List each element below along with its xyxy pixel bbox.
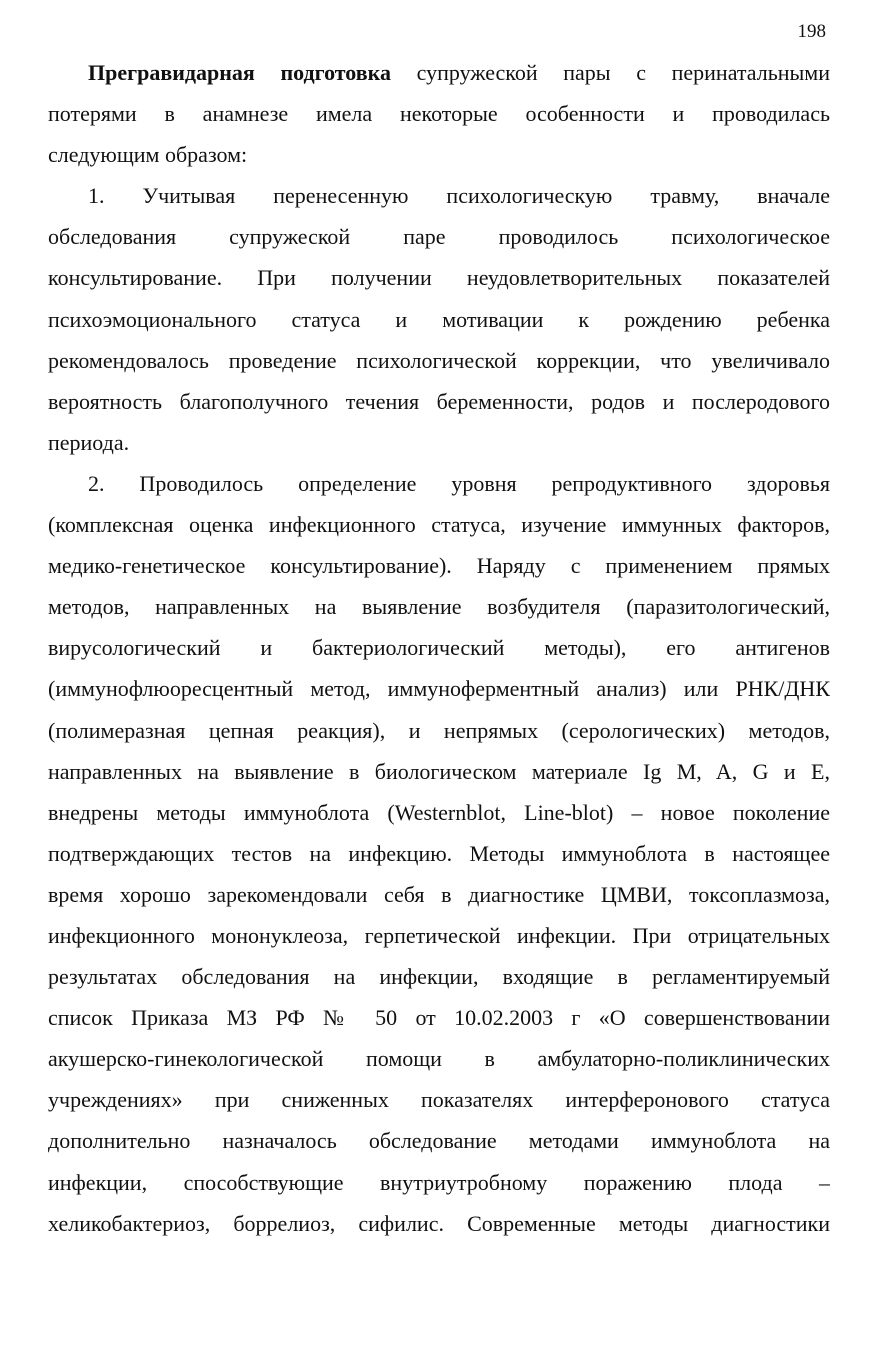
text-line: вероятность благополучного течения беременности, родов и послеродового — [48, 388, 830, 414]
text-line: внедрены методы иммуноблота (Westernblot, Line-blot) – новое поколение — [48, 799, 830, 825]
paragraph-heading-line — [48, 52, 830, 93]
text-line: результатах обследования на инфекции, входящие в регламентируемый — [48, 964, 830, 990]
text-line: акушерско-гинекологической помощи в амбулаторно-поликлинических — [48, 1046, 830, 1072]
heading-continuation: супружеской пары с перинатальными — [391, 60, 830, 85]
text-line: потерями в анамнезе имела некоторые особенности и проводилась — [48, 101, 830, 127]
text-line: (иммунофлюоресцентный метод, иммуноферментный анализ) или РНК/ДНК — [48, 676, 830, 702]
text-line: консультирование. При получении неудовлетворительных показателей — [48, 265, 830, 291]
text-line: хеликобактериоз, боррелиоз, сифилис. Современные методы диагностики — [48, 1210, 830, 1236]
text-line: (полимеразная цепная реакция), и непрямых (серологических) методов, — [48, 717, 830, 743]
list-item-1-start: 1. Учитывая перенесенную психологическую травму, вначале — [88, 183, 830, 209]
text-line: психоэмоционального статуса и мотивации к рождению ребенка — [48, 306, 830, 332]
text-line: (комплексная оценка инфекционного статуса, изучение иммунных факторов, — [48, 512, 830, 538]
text-line: направленных на выявление в биологическом материале Ig M, A, G и E, — [48, 758, 830, 784]
text-line: обследования супружеской паре проводилось психологическое — [48, 224, 830, 250]
section-heading: Прегравидарная подготовка — [88, 60, 391, 85]
body-text — [48, 52, 830, 1244]
text-line: время хорошо зарекомендовали себя в диагностике ЦМВИ, токсоплазмоза, — [48, 881, 830, 907]
text-line: инфекции, способствующие внутриутробному поражению плода – — [48, 1169, 830, 1195]
list-item-2-start: 2. Проводилось определение уровня репродуктивного здоровья — [88, 470, 830, 496]
text-line: рекомендовалось проведение психологической коррекции, что увеличивало — [48, 347, 830, 373]
text-line: методов, направленных на выявление возбудителя (паразитологический, — [48, 594, 830, 620]
text-line: периода. — [48, 429, 130, 455]
text-line: подтверждающих тестов на инфекцию. Методы иммуноблота в настоящее — [48, 840, 830, 866]
page-number: 198 — [797, 21, 826, 42]
text-line: инфекционного мононуклеоза, герпетической инфекции. При отрицательных — [48, 922, 830, 948]
text-line: учреждениях» при сниженных показателях интерферонового статуса — [48, 1087, 830, 1113]
text-line: дополнительно назначалось обследование методами иммуноблота на — [48, 1128, 830, 1154]
text-line: следующим образом: — [48, 142, 248, 168]
text-line: вирусологический и бактериологический методы), его антигенов — [48, 635, 830, 661]
text-line: медико-генетическое консультирование). Наряду с применением прямых — [48, 553, 830, 579]
text-line: список Приказа МЗ РФ № 50 от 10.02.2003 г «О совершенствовании — [48, 1005, 830, 1031]
